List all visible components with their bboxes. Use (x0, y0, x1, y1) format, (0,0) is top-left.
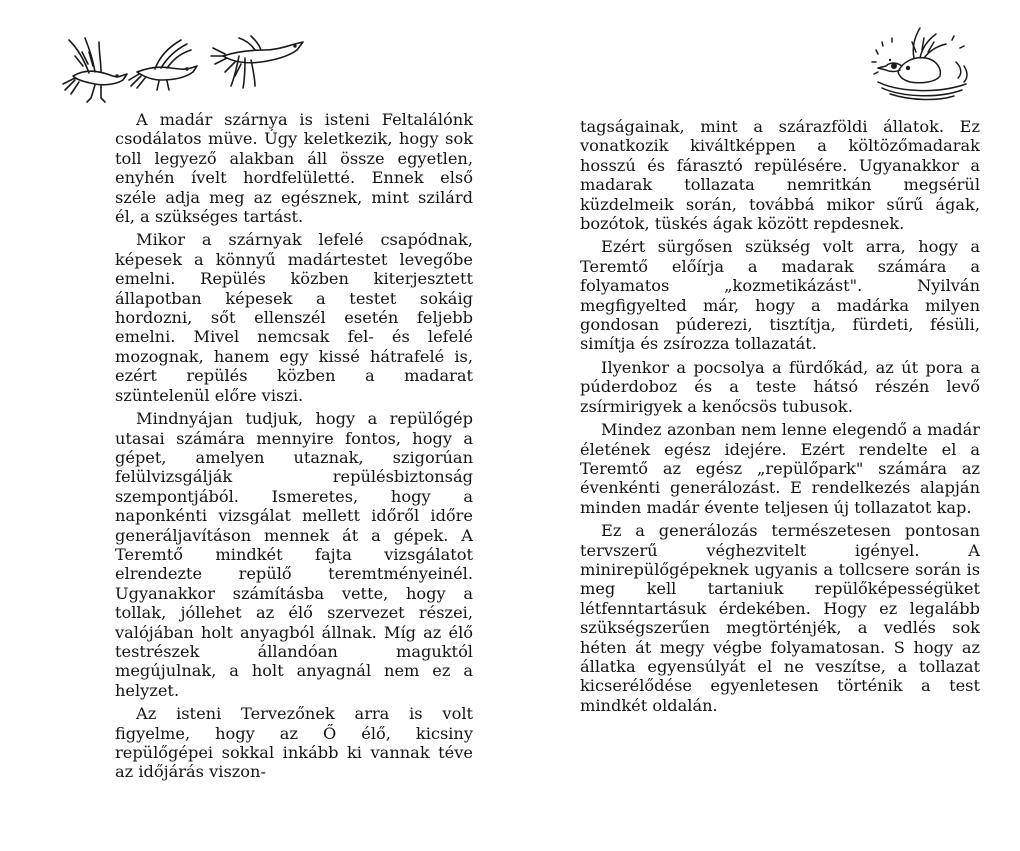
paragraph: Ez a generálozás természetesen pontosan tervszerű véghezvitelt igényel. A minirepülőgépeknek ugyanis a tollcsere során is meg kell tartaniuk repülőképességüket létfenntartásuk érdekében. Hogy ez legalább szükségszerűen megtörténjék, a vedlés sok héten át megy végbe folyamatosan. S hogy az állatka egyensúlyát el ne veszítse, a tollazat kicserélődése egyenletesen történik a test mindkét oldalán. (580, 521, 980, 715)
paragraph: A madár szárnya is isteni Feltalálónk csodálatos müve. Úgy keletkezik, hogy sok toll legyező alakban áll össze egyetlen, enyhén ívelt hordfelületté. Ennek első széle adja meg az egésznek, mint szilárd él, a szükséges tartást. (115, 110, 473, 227)
paragraph: Az isteni Tervezőnek arra is volt figyelme, hogy az Ő élő, kicsiny repülőgépei sokkal inkább ki vannak téve az időjárás viszon- (115, 704, 473, 782)
paragraph: Ilyenkor a pocsolya a fürdőkád, az út pora a púderdoboz és a teste hátsó részén levő zsírmirigyek a kenőcsös tubusok. (580, 357, 980, 416)
paragraph: Mikor a szárnyak lefelé csapódnak, képesek a könnyű madártestet levegőbe emelni. Repülés közben kiterjesztett állapotban képesek a testet sokáig hordozni, sőt ellenszél esetén feljebb emelni. Mivel nemcsak fel- és lefelé mozognak, hanem egy kissé hátrafelé is, ezért repülés közben a madarat szüntelenül előre viszi. (115, 230, 473, 405)
paragraph: Mindez azonban nem lenne elegendő a madár életének egész idejére. Ezért rendelte el a Teremtő az egész „repülőpark" számára az évenkénti generálozást. E rendelkezés alapján minden madár évente teljesen új tollazatot kap. (580, 420, 980, 517)
paragraph: Mindnyájan tudjuk, hogy a repülőgép utasai számára mennyire fontos, hogy a gépet, amelyen utaznak, szigorúan felülvizsgálják repülésbiztonság szempontjából. Ismeretes, hogy a naponkénti vizsgálat mellett időről időre generáljavításon mennek át a gépek. A Teremtő mindkét fajta vizsgálatot elrendezte repülő teremtményeinél. Ugyanakkor számításba vette, hogy a tollak, jóllehet az élő szervezet részei, valójában holt anyagból állnak. Míg az élő testrészek állandóan maguktól megújulnak, a holt anyagnál nem ez a helyzet. (115, 409, 473, 700)
paragraph-continuation: tagságainak, mint a szárazföldi állatok. Ez vonatkozik kiváltképpen a költözőmadarak hosszú és fárasztó repülésére. Ugyanakkor a madarak tollazata nemritkán megsérül küzdelmeik során, továbbá mikor sűrű ágak, bozótok, tüskés ágak között repdesnek. (580, 117, 980, 234)
left-page-text (115, 110, 473, 786)
bathing-bird-icon (868, 22, 976, 102)
paragraph: Ezért sürgősen szükség volt arra, hogy a Teremtő előírja a madarak számára a folyamatos „kozmetikázást". Nyilván megfigyelted már, hogy a madárka milyen gondosan púderezi, tisztítja, fürdeti, fésüli, simítja és zsírozza tollazatát. (580, 237, 980, 354)
flying-birds-icon (55, 26, 310, 106)
right-page-text (580, 117, 980, 719)
